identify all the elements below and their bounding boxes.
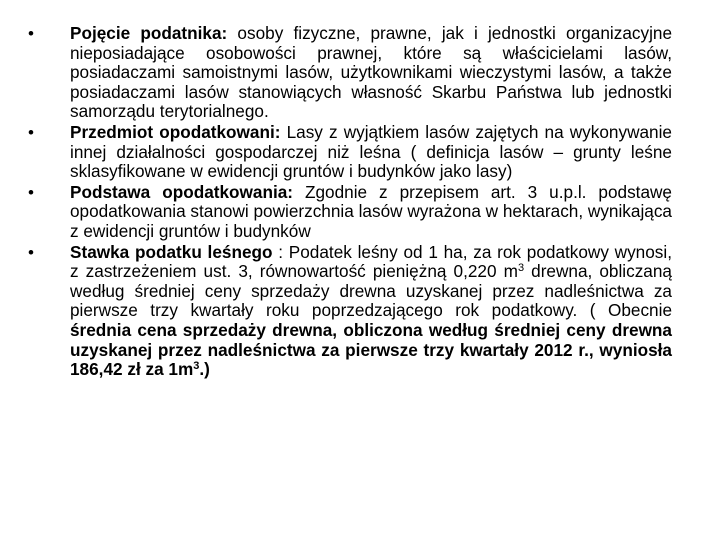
bullet-label: Podstawa opodatkowania: [70, 181, 294, 202]
bold-text: średnia cena sprzedaży drewna, obliczona według średniej ceny drewna uzyskanej przez nadleśnictwa za pierwsze trzy kwartały 2012 r., wyniosła 186,42 zł za 1m [70, 319, 672, 380]
superscript: 3 [517, 262, 525, 275]
bullet-item-taxpayer [28, 24, 672, 122]
bullet-text: Lasy z wyjątkiem lasów zajętych na wykonywanie innej działalności gospodarczej niż leśna ( definicja lasów – grunty leśne sklasyfikowane w ewidencji gruntów i budynków jako lasy) [70, 121, 672, 182]
bold-text: .) [199, 359, 210, 380]
bullet-icon: • [28, 122, 34, 142]
bullet-icon: • [28, 24, 34, 43]
bullet-label: Stawka podatku leśnego [70, 241, 273, 262]
bullet-label: Pojęcie podatnika: [70, 23, 228, 43]
bullet-item-base [28, 183, 672, 242]
bullet-label: Przedmiot opodatkowani: [70, 121, 281, 142]
bullet-text: osoby fizyczne, prawne, jak i jednostki organizacyjne nieposiadające osobowości prawnej, które są właścicielami lasów, posiadaczami samoistnymi lasów, użytkownikami wieczystymi lasów, a także posiadaczami lasów stanowiących własność Skarbu Państwa lub jednostki samorządu terytorialnego. [70, 23, 673, 122]
bullet-item-rate [28, 243, 672, 380]
bullet-item-subject [28, 123, 672, 182]
bullet-text: drewna, obliczaną według średniej ceny sprzedaży drewna uzyskanej przez nadleśnictwa za pierwsze trzy kwartały roku poprzedzającego rok podatkowy. ( Obecnie [70, 261, 672, 321]
superscript: 3 [193, 360, 200, 373]
bullet-icon: • [28, 182, 34, 202]
bullet-text: : Podatek leśny od 1 ha, za rok podatkowy wynosi, z zastrzeżeniem ust. 3, równowartość pieniężną 0,220 m [70, 241, 672, 282]
bullet-list [28, 24, 672, 381]
bullet-text: Zgodnie z przepisem art. 3 u.p.l. podstawę opodatkowania stanowi powierzchnia lasów wyrażona w hektarach, wynikająca z ewidencji gruntów i budynków [70, 181, 672, 241]
bullet-icon: • [28, 242, 34, 262]
